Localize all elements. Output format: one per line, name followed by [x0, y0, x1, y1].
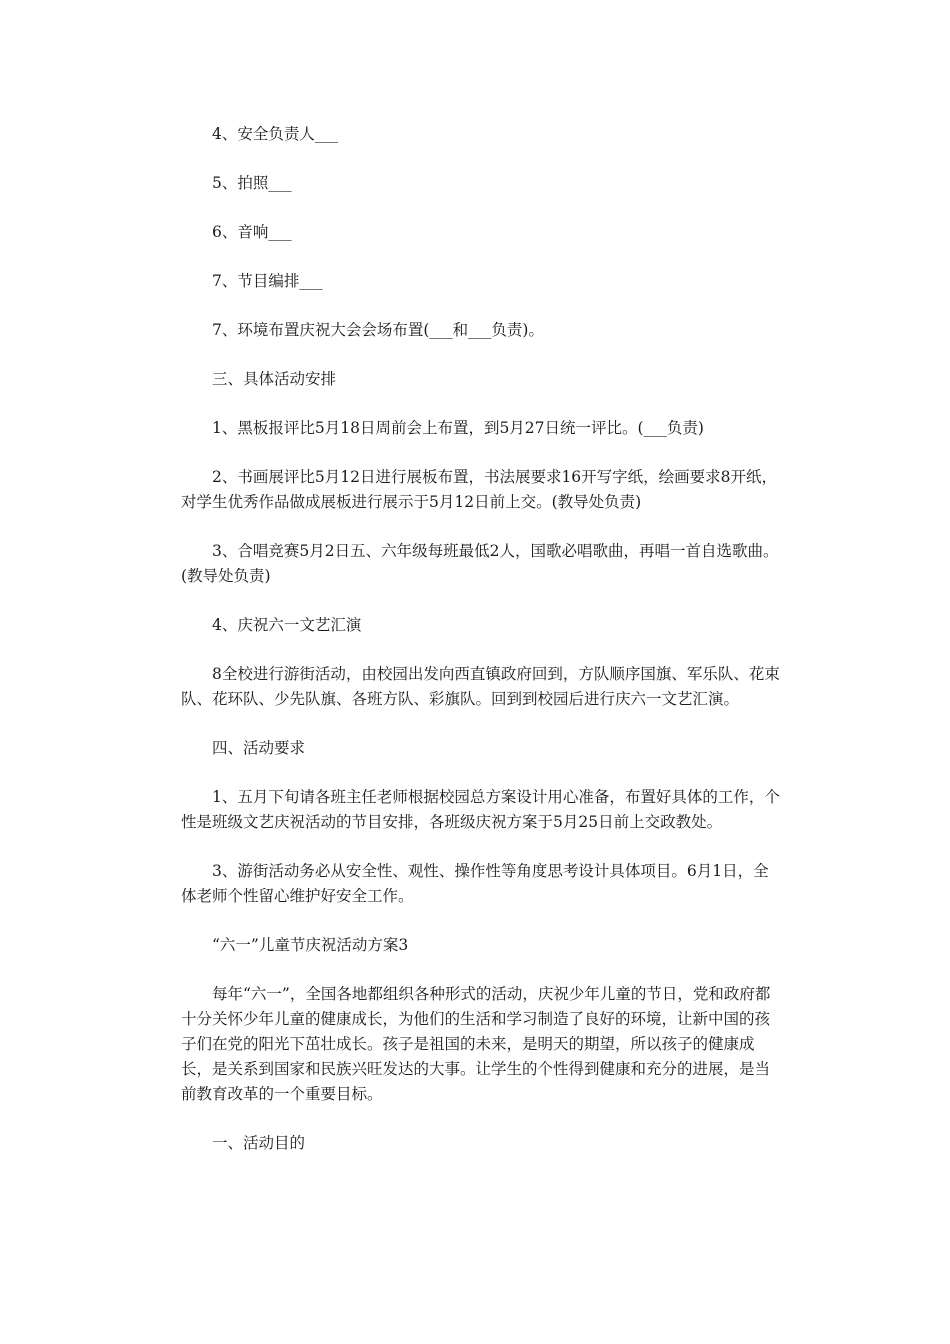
section-heading-purpose: 一、活动目的 [212, 1134, 306, 1152]
item-sound: 6、音响___ [212, 223, 292, 241]
item-art-exhibition: 2、书画展评比5月12日进行展板布置，书法展要求16开写字纸，绘画要求8开纸，对学生优秀作品做成展板进行展示于5月12日前上交。(教导处负责) [181, 468, 778, 511]
paragraph-parade: 8全校进行游街活动，由校园出发向西直镇政府回到，方队顺序国旗、军乐队、花束队、花环队、少先队旗、各班方队、彩旗队。回到到校园后进行庆六一文艺汇演。 [181, 665, 780, 708]
section-heading-activity-schedule: 三、具体活动安排 [212, 370, 337, 388]
document-title-plan-3: “六一”儿童节庆祝活动方案3 [212, 936, 409, 954]
item-blackboard-contest: 1、黑板报评比5月18日周前会上布置，到5月27日统一评比。(___负责) [212, 419, 704, 437]
item-choir-contest: 3、合唱竞赛5月2日五、六年级每班最低2人，国歌必唱歌曲，再唱一首自选歌曲。(教导处负责) [181, 542, 779, 585]
item-photography: 5、拍照___ [212, 174, 292, 192]
paragraph-intro: 每年“六一”，全国各地都组织各种形式的活动，庆祝少年儿童的节日，党和政府都十分关怀少年儿童的健康成长，为他们的生活和学习制造了良好的环境，让新中国的孩子们在党的阳光下茁壮成长。孩子是祖国的未来，是明天的期望，所以孩子的健康成长，是关系到国家和民族兴旺发达的大事。让学生的个性得到健康和充分的进展，是当前教育改革的一个重要目标。 [181, 985, 771, 1103]
item-venue-setup: 7、环境布置庆祝大会会场布置(___和___负责)。 [212, 321, 544, 339]
section-heading-requirements: 四、活动要求 [212, 739, 306, 757]
item-program-arrangement: 7、节目编排___ [212, 272, 323, 290]
item-requirement-3: 3、游街活动务必从安全性、观性、操作性等角度思考设计具体项目。6月1日，全体老师个性留心维护好安全工作。 [181, 862, 769, 905]
item-safety-officer: 4、安全负责人___ [212, 125, 339, 143]
document-body [181, 122, 781, 1180]
item-requirement-1: 1、五月下旬请各班主任老师根据校园总方案设计用心准备，布置好具体的工作，个性是班级文艺庆祝活动的节目安排，各班级庆祝方案于5月25日前上交政教处。 [181, 788, 780, 831]
item-performance: 4、庆祝六一文艺汇演 [212, 616, 362, 634]
